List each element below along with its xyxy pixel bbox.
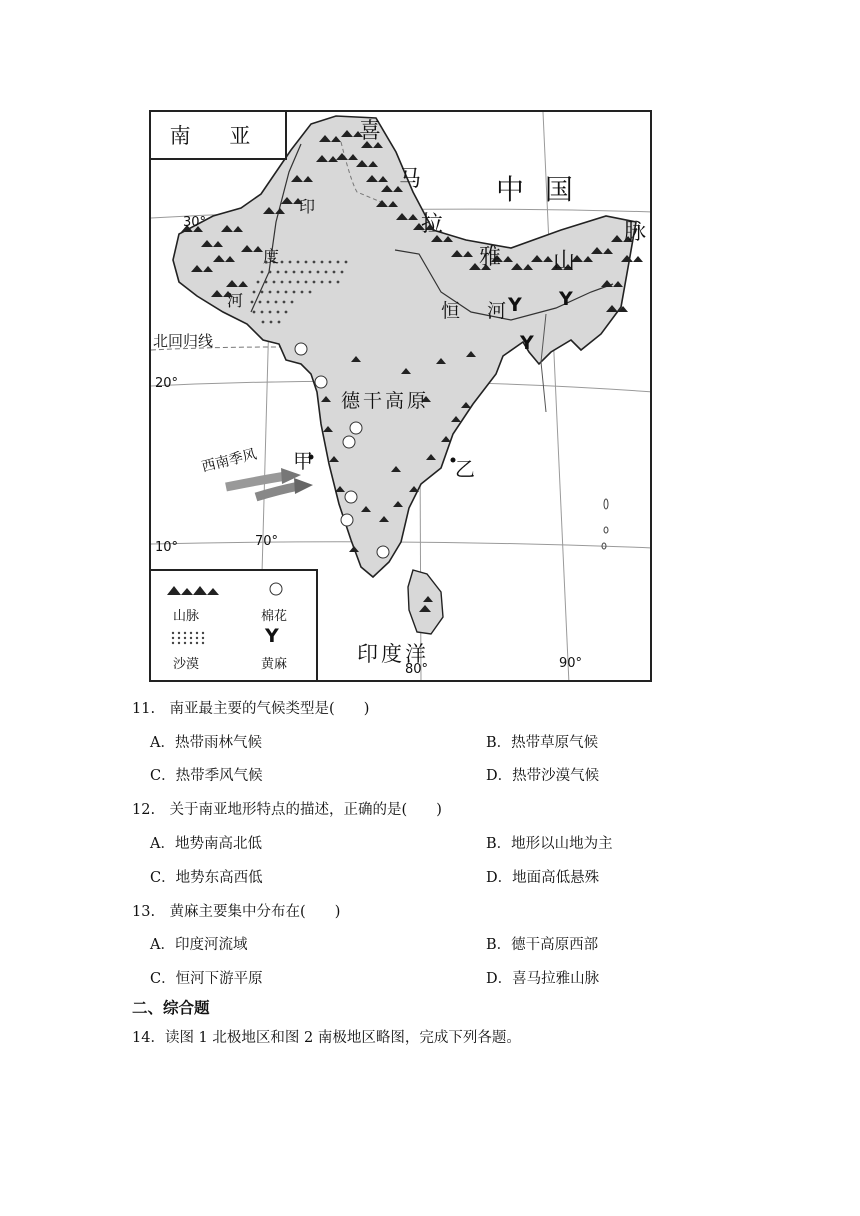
islands: [602, 499, 608, 549]
label-himalaya-2: 马: [399, 167, 422, 192]
label-himalaya-5: 山: [553, 249, 576, 274]
label-china: 中 国: [496, 173, 579, 206]
label-deccan: 德干高原: [341, 390, 430, 412]
question-13-option-d: D．喜马拉雅山脉: [486, 971, 600, 987]
label-jia: 甲: [293, 449, 313, 473]
label-indus-2: 度: [263, 247, 280, 266]
label-ganges-1: 恒: [441, 300, 461, 322]
label-himalaya-6: 脉: [624, 220, 647, 245]
label-yi: 乙: [455, 457, 475, 481]
question-12-option-c: C．地势东高西低: [150, 870, 263, 886]
question-13-option-c: C．恒河下游平原: [150, 971, 263, 987]
legend-desert-icon: [169, 629, 209, 647]
label-himalaya-3: 拉: [421, 212, 444, 237]
question-11-stem: 11. 南亚最主要的气候类型是( ): [132, 701, 370, 717]
question-11-option-c: C．热带季风气候: [150, 768, 263, 784]
question-11-option-b: B．热带草原气候: [486, 735, 599, 751]
label-lat-20: 20°: [155, 376, 179, 391]
label-ganges-2: 河: [487, 300, 507, 322]
legend-mountain-icon: [165, 579, 225, 599]
question-11-option-a: A．热带雨林气候: [150, 735, 262, 751]
question-11-option-d: D．热带沙漠气候: [486, 768, 600, 784]
question-13-option-b: B．德干高原西部: [486, 937, 599, 953]
legend-cotton-icon: [266, 579, 288, 599]
legend-cotton-label: 棉花: [261, 609, 288, 624]
question-12-option-d: D．地面高低悬殊: [486, 870, 600, 886]
south-asia-map: [149, 110, 652, 682]
map-title: 南 亚: [151, 112, 287, 160]
question-12-option-b: B．地形以山地为主: [486, 836, 613, 852]
question-12-stem: 12. 关于南亚地形特点的描述，正确的是( ): [132, 802, 442, 818]
legend-desert-label: 沙漠: [173, 657, 200, 672]
label-indus-3: 河: [227, 291, 244, 310]
label-indian-ocean: 印度洋: [357, 642, 429, 666]
label-himalaya-4: 雅: [479, 245, 502, 270]
legend-mountain-label: 山脉: [173, 609, 200, 624]
label-southwest-monsoon: 西南季风: [200, 446, 259, 476]
legend-jute-label: 黄麻: [261, 657, 288, 672]
question-13-option-a: A．印度河流域: [150, 937, 248, 953]
label-lon-70: 70°: [255, 534, 279, 549]
label-lat-30: 30°: [183, 215, 207, 230]
label-lon-90: 90°: [559, 656, 583, 671]
section-heading: 二、综合题: [132, 999, 210, 1017]
label-lon-80: 80°: [405, 662, 429, 677]
jute-symbol: Y: [520, 332, 534, 354]
jute-symbol: Y: [559, 288, 573, 310]
question-12-option-a: A．地势南高北低: [150, 836, 262, 852]
label-lat-10: 10°: [155, 540, 179, 555]
label-indus-1: 印: [299, 197, 316, 216]
label-himalaya-1: 喜: [359, 119, 382, 144]
jute-symbol: Y: [508, 294, 522, 316]
map-legend: [151, 569, 318, 682]
label-tropic: 北回归线: [153, 332, 214, 350]
question-14-stem: 14．读图 1 北极地区和图 2 南极地区略图，完成下列各题。: [132, 1030, 521, 1046]
legend-jute-icon: Y: [265, 625, 279, 647]
question-13-stem: 13. 黄麻主要集中分布在( ): [132, 904, 341, 920]
